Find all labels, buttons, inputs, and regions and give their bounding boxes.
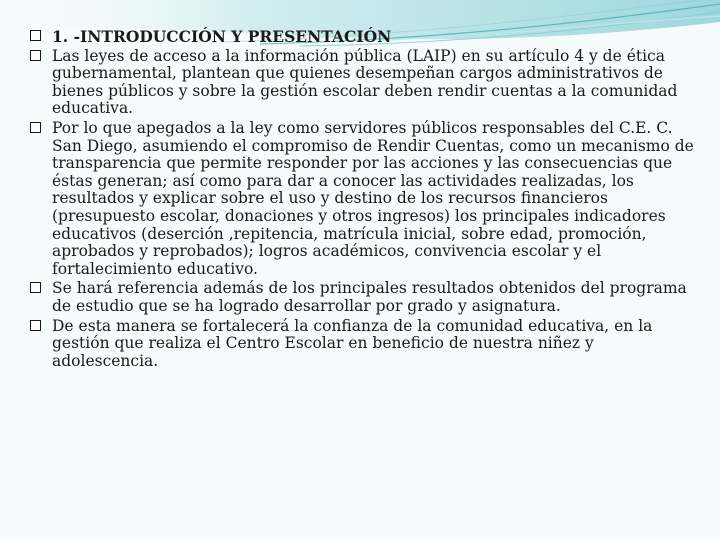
- square-bullet-icon: [30, 320, 41, 331]
- paragraph-laip: [30, 48, 700, 118]
- paragraph-text: Las leyes de acceso a la información pública (LAIP) en su artículo 4 y de ética gubernamental, plantean que quienes desempeñan cargos administrativos de bienes públicos y sobre la gestión escolar deben rendir cuentas a la comunidad educativa.: [52, 46, 678, 118]
- slide-title: [30, 28, 700, 46]
- square-bullet-icon: [30, 50, 41, 61]
- paragraph-compromiso: [30, 120, 700, 278]
- slide-content: [30, 28, 700, 372]
- paragraph-text: Se hará referencia además de los principales resultados obtenidos del programa de estudio que se ha logrado desarrollar por grado y asignatura.: [52, 279, 687, 315]
- square-bullet-icon: [30, 282, 41, 293]
- paragraph-confianza: [30, 318, 700, 371]
- paragraph-resultados: [30, 280, 700, 315]
- square-bullet-icon: [30, 122, 41, 133]
- square-bullet-icon: [30, 30, 41, 41]
- title-text: 1. -INTRODUCCIÓN Y PRESENTACIÓN: [52, 27, 392, 46]
- paragraph-text: De esta manera se fortalecerá la confianza de la comunidad educativa, en la gestión que realiza el Centro Escolar en beneficio de nuestra niñez y adolescencia.: [52, 316, 653, 370]
- paragraph-text: Por lo que apegados a la ley como servidores públicos responsables del C.E. C. San Diego, asumiendo el compromiso de Rendir Cuentas, como un mecanismo de transparencia que permite responder por las acciones y las consecuencias que éstas generan; así como para dar a conocer las actividades realizadas, los resultados y explicar sobre el uso y destino de los recursos financieros (presupuesto escolar, donaciones y otros ingresos) los principales indicadores educativos (deserción ,repitencia, matrícula inicial, sobre edad, promoción, aprobados y reprobados); logros académicos, convivencia escolar y el fortalecimiento educativo.: [52, 118, 694, 278]
